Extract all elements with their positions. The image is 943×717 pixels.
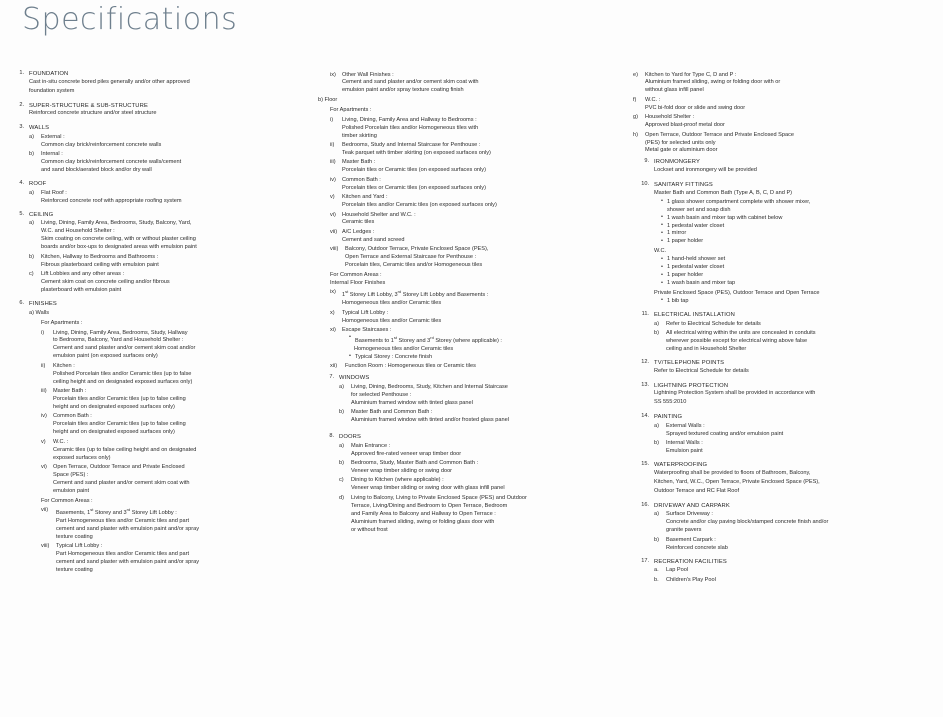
sub-marker: iv) <box>330 176 336 183</box>
sub-head: Other Wall Finishes : <box>342 71 394 78</box>
sub-head: Lift Lobbies and any other areas : <box>41 271 125 278</box>
sub-marker: c) <box>339 477 344 484</box>
sub-item <box>330 194 623 210</box>
bullet-list-pes <box>654 298 933 306</box>
sub-marker: a) <box>29 220 34 227</box>
sub-line: or without frost <box>351 526 388 533</box>
sub-item <box>339 384 623 408</box>
sub-marker: i) <box>330 116 334 123</box>
sub-item <box>41 413 308 437</box>
sub-marker: viii) <box>330 246 339 253</box>
sub-item <box>330 363 623 371</box>
sub-item <box>339 443 623 459</box>
sub-line: Reinforced concrete slab <box>666 544 728 551</box>
sub-line: Approved blast-proof metal door <box>645 122 725 129</box>
sub-line: and sand block/aerated block and/or dry wall <box>41 167 152 174</box>
sub-line: Homogeneous tiles and/or Ceramic tiles <box>342 300 442 307</box>
sub-line: Aluminium framed window with tinted glass panel <box>351 399 473 406</box>
sub-line: cement and sand plaster with emulsion paint and/or spray <box>56 559 200 566</box>
sub-head: Living, Dining, Bedrooms, Study, Kitchen and Internal Staircase <box>351 383 508 390</box>
bullet-item: • 1 paper holder <box>662 272 933 280</box>
section-windows <box>318 374 623 425</box>
section-title: SUPER-STRUCTURE & SUB-STRUCTURE <box>29 102 148 109</box>
column-3 <box>633 70 933 590</box>
section-title: TV/TELEPHONE POINTS <box>654 359 725 366</box>
sub-marker: v) <box>330 194 335 201</box>
section-lightning-protection <box>633 382 933 409</box>
sub-marker: c) <box>29 271 34 278</box>
sub-line: for selected Penthouse : <box>351 391 412 398</box>
sub-line: texture coating <box>56 567 93 574</box>
sub-line: Space (PES) : <box>53 471 89 478</box>
sub-line: Common clay brick/reinforcement concrete walls <box>41 141 162 148</box>
bullet-item: • 1 mirror <box>662 230 933 238</box>
sub-line: Emulsion paint <box>666 448 703 455</box>
sub-line: PVC bi-fold door or slide and swing door <box>645 104 746 111</box>
section-number: 7. <box>329 374 334 381</box>
sub-line: W.C. and Household Shelter : <box>41 228 115 235</box>
section-title: CEILING <box>29 211 54 218</box>
section-number: 8. <box>329 433 334 439</box>
sub-head: W.C. : <box>645 96 661 103</box>
sub-head: Living, Dining, Family Area, Bedrooms, Study, Hallway <box>53 329 188 336</box>
sub-head: Kitchen and Yard : <box>342 194 388 201</box>
sub-marker: b) <box>654 536 659 543</box>
section-number: 4. <box>19 180 24 187</box>
group-subhead-pes: Private Enclosed Space (PES), Outdoor Terrace and Open Terrace <box>654 290 820 296</box>
sub-marker: iii) <box>330 159 336 166</box>
section-number: 6. <box>19 299 24 306</box>
sub-line: Polished Porcelain tiles and/or Ceramic tiles (up to false <box>53 370 192 377</box>
sub-item <box>29 190 308 206</box>
sub-item <box>339 477 623 493</box>
bullet-list <box>342 354 623 362</box>
sub-line: height and on designated exposed surfaces only) <box>53 403 175 410</box>
sub-marker: b) <box>339 460 344 467</box>
sub-marker: a) <box>339 442 344 449</box>
sub-line: Concrete and/or clay paving block/stamped concrete finish and/or <box>666 519 829 526</box>
sub-marker: a) <box>339 383 344 390</box>
section-line: Cast in-situ concrete bored piles generally and/or other approved <box>29 78 190 85</box>
sub-line: Fibrous plasterboard ceiling with emulsion paint <box>41 261 159 268</box>
sub-line: wherever possible except for electrical wiring above false <box>666 337 808 344</box>
sub-item <box>330 310 623 326</box>
sub-marker: b) <box>29 253 34 260</box>
bullet-list-wc <box>654 256 933 288</box>
bullet-item: • Basements to 1st Storey and 3rd Storey (where applicable) : <box>350 335 623 346</box>
bullet-continuation: shower set and soap dish <box>667 206 731 213</box>
sub-line: plasterboard with emulsion paint <box>41 286 122 293</box>
sub-marker: i) <box>41 329 45 336</box>
sub-head: Internal Walls : <box>666 440 703 447</box>
group-subhead: For Common Areas : <box>330 272 382 279</box>
sub-item <box>330 246 623 270</box>
section-number: 5. <box>19 210 24 217</box>
group-subhead: For Apartments : <box>330 107 372 114</box>
group-head-floor: b) Floor <box>318 97 338 104</box>
sub-line: Porcelain tiles and/or Ceramic tiles (on exposed surfaces only) <box>342 202 497 209</box>
sub-item <box>41 363 308 387</box>
sub-marker: viii) <box>41 543 50 550</box>
bullet-item: • 1 glass shower compartment complete with shower mixer, <box>662 199 933 207</box>
sub-marker: vi) <box>41 464 47 470</box>
section-title: RECREATION FACILITIES <box>654 558 727 565</box>
sub-marker: h) <box>633 131 638 138</box>
sub-line: Ceramic tiles (up to false ceiling height and on designated <box>53 446 197 453</box>
sub-item <box>41 388 308 412</box>
section-title: FOUNDATION <box>29 71 69 77</box>
section-line: Refer to Electrical Schedule for details <box>654 367 749 374</box>
sub-item <box>330 327 623 362</box>
section-sanitary-fittings <box>633 181 933 306</box>
sub-line: and Family Area to Balcony and Hallway to Open Terrace : <box>351 510 496 517</box>
sub-head: Living, Dining, Family Area, Bedrooms, Study, Balcony, Yard, <box>41 220 192 227</box>
page-title: Specifications <box>22 2 238 37</box>
sub-marker: vii) <box>330 228 338 235</box>
section-number: 15. <box>641 461 649 468</box>
sub-line: Porcelain tiles or Ceramic tiles (on exposed surfaces only) <box>342 184 486 191</box>
sub-item <box>654 537 933 553</box>
sub-item <box>41 330 308 362</box>
sub-line: Aluminium framed sliding, swing or folding door with or <box>645 79 781 86</box>
sub-item <box>29 220 308 252</box>
sub-marker: ii) <box>41 362 46 369</box>
sub-line: Skim coating on concrete ceiling, with or without plaster ceiling <box>41 236 196 243</box>
sub-item <box>41 507 308 542</box>
bullet-list <box>342 335 623 346</box>
sub-head: Bedrooms, Study and Internal Staircase for Penthouse : <box>342 142 481 148</box>
bullet-continuation: Homogeneous tiles and/or Ceramic tiles <box>354 345 454 352</box>
sub-item <box>330 289 623 308</box>
sub-line: Cement and sand plaster and/or cement skim coat and/or <box>53 345 196 352</box>
sub-marker: a. <box>654 567 659 574</box>
sub-line: ceiling height and on designated exposed surfaces only) <box>53 378 193 385</box>
sub-marker: iv) <box>41 413 47 420</box>
sub-line: Porcelain tiles and/or Ceramic tiles (up to false ceiling <box>53 421 186 428</box>
sub-head: All electrical wiring within the units are concealed in conduits <box>666 330 816 337</box>
sub-line: texture coating <box>56 533 93 540</box>
section-painting <box>633 413 933 456</box>
sub-marker: ix) <box>330 71 336 78</box>
section-title: IRONMONGERY <box>654 159 700 166</box>
section-title: WINDOWS <box>339 375 370 382</box>
sub-line: Common clay brick/reinforcement concrete walls/cement <box>41 159 182 166</box>
sub-marker: vi) <box>330 211 336 218</box>
sub-head: Dining to Kitchen (where applicable) : <box>351 477 444 484</box>
section-number: 2. <box>19 101 24 108</box>
group-subhead-wc: W.C. <box>654 248 667 255</box>
bullet-item: • 1 pedestal water closet <box>662 223 933 231</box>
section-number: 11. <box>641 310 649 317</box>
section-title: ELECTRICAL INSTALLATION <box>654 311 735 318</box>
sub-line: Cement skim coat on concrete ceiling and/or fibrous <box>41 279 170 286</box>
sub-marker: a) <box>29 189 34 196</box>
sub-line: Cement and sand screed <box>342 236 405 243</box>
sub-item <box>654 423 933 439</box>
section-number: 12. <box>641 358 649 365</box>
sub-item <box>41 464 308 496</box>
bullet-item: • 1 wash basin and mixer tap with cabinet below <box>662 215 933 223</box>
section-title: DRIVEWAY AND CARPARK <box>654 502 730 509</box>
sub-marker: b) <box>654 440 659 447</box>
section-title: DOORS <box>339 434 362 440</box>
sub-marker: vii) <box>41 507 49 514</box>
sub-line: Reinforced concrete roof with appropriate roofing system <box>41 197 182 204</box>
sub-marker: b) <box>654 330 659 337</box>
sub-head: 1st Storey Lift Lobby, 3rd Storey Lift Lobby and Basements : <box>342 289 489 299</box>
sub-marker: d) <box>339 494 344 501</box>
bullet-item: • 1 bib tap <box>662 298 933 306</box>
sub-marker: ix) <box>330 289 336 296</box>
sub-line: Cement and sand plaster and/or cement skim coat with <box>53 479 190 486</box>
column-2 <box>318 70 623 540</box>
section-electrical-installation <box>633 311 933 354</box>
sub-line: Veneer wrap timber sliding or swing door <box>351 468 453 475</box>
sub-head: Internal : <box>41 151 63 158</box>
sub-line: Terrace, Living/Dining and Bedroom to Open Terrace, Bedroom <box>351 502 508 509</box>
sub-item <box>339 409 623 425</box>
sub-head: Basements, 1st Storey and 3rd Storey Lift Lobby : <box>56 507 177 517</box>
section-number: 10. <box>641 181 649 188</box>
sub-item <box>330 117 623 141</box>
sub-line: Metal gate or aluminium door <box>645 147 718 154</box>
sub-head: Open Terrace, Outdoor Terrace and Private Enclosed Space <box>645 131 795 138</box>
section-line: foundation system <box>29 87 75 94</box>
section-line: Kitchen, Yard, W.C., Open Terrace, Private Enclosed Space (PES), <box>654 478 820 485</box>
sub-line: boards and/or box-ups to designated areas with emulsion paint <box>41 244 197 251</box>
sub-head: External : <box>41 133 65 140</box>
group-subhead: For Apartments : <box>41 320 83 327</box>
group-head: a) Walls <box>29 310 49 317</box>
sub-marker: f) <box>633 96 637 103</box>
sub-head: Children's Play Pool <box>666 576 716 583</box>
sub-head: Typical Lift Lobby : <box>56 543 103 550</box>
sub-item <box>29 134 308 150</box>
sub-head: A/C Ledges : <box>342 228 375 235</box>
sub-head: Common Bath : <box>342 176 381 183</box>
sub-line: emulsion paint (on exposed surfaces only) <box>53 353 158 360</box>
sub-item <box>330 212 623 228</box>
sub-head: Kitchen to Yard for Type C, D and P : <box>645 71 737 78</box>
sub-head: Flat Roof : <box>41 189 67 196</box>
section-title: FINISHES <box>29 300 57 307</box>
sub-item <box>41 439 308 463</box>
section-line: Master Bath and Common Bath (Type A, B, C, D and P) <box>654 189 793 196</box>
section-number: 1. <box>19 70 24 76</box>
sub-head: Living to Balcony, Living to Private Enclosed Space (PES) and Outdoor <box>351 494 527 501</box>
sub-item <box>41 543 308 575</box>
sub-head: Basement Carpark : <box>666 536 716 543</box>
sub-line: to Bedrooms, Balcony, Yard and Household Shelter : <box>53 337 184 344</box>
sub-marker: a) <box>29 133 34 140</box>
sub-line: without glass infill panel <box>645 87 704 94</box>
sub-line: Porcelain tiles or Ceramic tiles (on exposed surfaces only) <box>342 167 486 174</box>
sub-head: Bedrooms, Study, Master Bath and Common Bath : <box>351 460 479 467</box>
sub-head: Master Bath : <box>342 159 376 166</box>
sub-marker: xii) <box>330 363 338 370</box>
sub-line: emulsion paint <box>53 487 90 494</box>
section-number: 13. <box>641 381 649 388</box>
group-subhead: Internal Floor Finishes <box>330 280 386 286</box>
bullet-item: • 1 pedestal water closet <box>662 264 933 272</box>
sub-head: Balcony, Outdoor Terrace, Private Enclosed Space (PES), <box>345 246 489 253</box>
sub-head: External Walls : <box>666 422 705 429</box>
sub-head: Refer to Electrical Schedule for details <box>666 320 761 327</box>
sub-line: ceiling and in Household Shelter <box>666 345 747 352</box>
sub-head: Function Room : Homogeneous tiles or Ceramic tiles <box>345 363 476 370</box>
sub-head: W.C. : <box>53 438 69 445</box>
bullet-item: • Typical Storey : Concrete finish <box>350 354 623 362</box>
section-driveway-and-carpark <box>633 502 933 553</box>
bullet-item: • 1 paper holder <box>662 238 933 246</box>
sub-line: Homogeneous tiles and/or Ceramic tiles <box>342 317 442 324</box>
section-title: LIGHTNING PROTECTION <box>654 382 729 389</box>
bullet-list-master-bath-cont <box>654 215 933 247</box>
section-line: Outdoor Terrace and RC Flat Roof <box>654 487 740 494</box>
sub-item <box>654 330 933 354</box>
sub-item <box>330 177 623 193</box>
sub-item <box>654 567 933 575</box>
sub-item <box>654 321 933 329</box>
sub-head: Master Bath : <box>53 388 87 395</box>
sub-head: Kitchen, Hallway to Bedrooms and Bathrooms : <box>41 253 159 260</box>
section-line: Lockset and ironmongery will be provided <box>654 167 757 174</box>
section-finishes <box>8 300 308 575</box>
sub-line: Polished Porcelain tiles and/or Homogeneous tiles with <box>342 124 479 131</box>
section-title: SANITARY FITTINGS <box>654 182 713 189</box>
sub-line: timber skirting <box>342 132 377 139</box>
section-roof <box>8 180 308 206</box>
sub-line: Part Homogeneous tiles and/or Ceramic tiles and part <box>56 551 190 558</box>
sub-line: Approved fire-rated veneer wrap timber door <box>351 450 462 457</box>
sub-item-terrace-door <box>633 132 933 156</box>
section-title: WATERPROOFING <box>654 462 708 469</box>
sub-marker: e) <box>633 71 638 78</box>
sub-line: Cement and sand plaster and/or cement skim coat with <box>342 79 479 86</box>
sub-head: Common Bath : <box>53 413 92 420</box>
sub-line: Sprayed textured coating and/or emulsion paint <box>666 430 784 437</box>
sub-line: height and on designated exposed surfaces only) <box>53 429 175 436</box>
sub-head: Household Shelter : <box>645 114 695 121</box>
section-number: 17. <box>641 557 649 564</box>
section-title: PAINTING <box>654 414 683 421</box>
sub-line: (PES) for selected units only <box>645 139 716 146</box>
section-line: Waterproofing shall be provided to floors of Bathroom, Balcony, <box>654 469 811 476</box>
sub-head: Main Entrance : <box>351 442 391 449</box>
bullet-item: • 1 wash basin and mixer tap <box>662 280 933 288</box>
sub-head: Surface Driveway : <box>666 511 713 518</box>
sub-head: Household Shelter and W.C. : <box>342 211 416 218</box>
sub-line: cement and sand plaster with emulsion paint and/or spray <box>56 525 200 532</box>
sub-marker: b. <box>654 576 659 583</box>
sub-head: Typical Lift Lobby : <box>342 309 389 316</box>
sub-line: Teak parquet with timber skirting (on exposed surfaces only) <box>342 149 491 156</box>
group-subhead: For Common Areas : <box>41 497 93 504</box>
section-number: 9. <box>644 158 649 165</box>
sub-line: Porcelain tiles and/or Ceramic tiles (up to false ceiling <box>53 396 186 402</box>
sub-line: Aluminium framed sliding, swing or folding glass door with <box>351 518 495 525</box>
section-ironmongery <box>633 158 933 176</box>
sub-marker: iii) <box>41 388 47 395</box>
section-line: SS 555:2010 <box>654 399 687 406</box>
section-title: ROOF <box>29 181 47 188</box>
sub-item <box>339 460 623 476</box>
sub-line: Aluminium framed window with tinted and/or frosted glass panel <box>351 417 509 424</box>
sub-marker: a) <box>654 320 659 327</box>
sub-marker: x) <box>330 309 335 316</box>
section-line: Lightning Protection System shall be provided in accordance with <box>654 390 816 397</box>
sub-marker: a) <box>654 511 659 518</box>
section-doors <box>318 433 623 535</box>
sub-line: emulsion paint and/or spray texture coating finish <box>342 87 464 94</box>
section-waterproofing <box>633 461 933 497</box>
sub-head: Master Bath and Common Bath : <box>351 409 433 416</box>
sub-item <box>330 159 623 175</box>
sub-line: exposed surfaces only) <box>53 454 111 461</box>
sub-line: Porcelain tiles, Ceramic tiles and/or Homogeneous tiles <box>345 262 483 269</box>
sub-line: Veneer wrap timber sliding or swing door with glass infill panel <box>351 485 505 492</box>
bullet-item: • 1 hand-held shower set <box>662 256 933 264</box>
sub-marker: b) <box>29 151 34 158</box>
section-walls <box>8 124 308 175</box>
sub-head: Kitchen : <box>53 362 75 369</box>
section-superstructure <box>8 102 308 120</box>
sub-item-other-wall-finishes <box>330 72 623 96</box>
sub-marker: a) <box>654 422 659 429</box>
sub-line: Part Homogeneous tiles and/or Ceramic tiles and part <box>56 517 190 524</box>
specifications-columns <box>8 70 938 590</box>
sub-item <box>29 254 308 270</box>
section-number: 14. <box>641 413 649 420</box>
section-number: 16. <box>641 501 649 508</box>
sub-item <box>654 511 933 535</box>
sub-item <box>330 229 623 245</box>
section-tv-telephone-points <box>633 359 933 377</box>
section-foundation <box>8 70 308 97</box>
sub-head: Open Terrace, Outdoor Terrace and Private Enclosed <box>53 464 185 470</box>
sub-head: Lap Pool <box>666 567 689 574</box>
sub-item-kitchen-to-yard <box>633 72 933 96</box>
column-1 <box>8 70 308 580</box>
sub-item-wc-door <box>633 97 933 113</box>
sub-marker: v) <box>41 438 46 445</box>
sub-marker: xi) <box>330 327 336 334</box>
sub-item <box>29 271 308 295</box>
sub-marker: b) <box>339 409 344 416</box>
sub-item <box>330 142 623 158</box>
section-title: WALLS <box>29 125 50 132</box>
sub-head: Living, Dining, Family Area and Hallway to Bedrooms : <box>342 116 477 123</box>
sub-marker: g) <box>633 114 638 121</box>
sub-head: Escape Staircases : <box>342 327 392 334</box>
sub-line: Ceramic tiles <box>342 219 375 226</box>
sub-item <box>654 577 933 585</box>
sub-item <box>339 495 623 535</box>
sub-marker: ii) <box>330 142 335 148</box>
section-ceiling <box>8 211 308 295</box>
bullet-list-master-bath <box>654 199 933 207</box>
section-line: Reinforced concrete structure and/or steel structure <box>29 110 157 117</box>
section-recreation-facilities <box>633 558 933 585</box>
sub-line: granite pavers <box>666 527 702 534</box>
section-number: 3. <box>19 124 24 131</box>
sub-item <box>29 151 308 175</box>
sub-item-household-shelter-door <box>633 114 933 130</box>
sub-line: Open Terrace and External Staircase for Penthouse : <box>345 254 477 261</box>
sub-item <box>654 440 933 456</box>
